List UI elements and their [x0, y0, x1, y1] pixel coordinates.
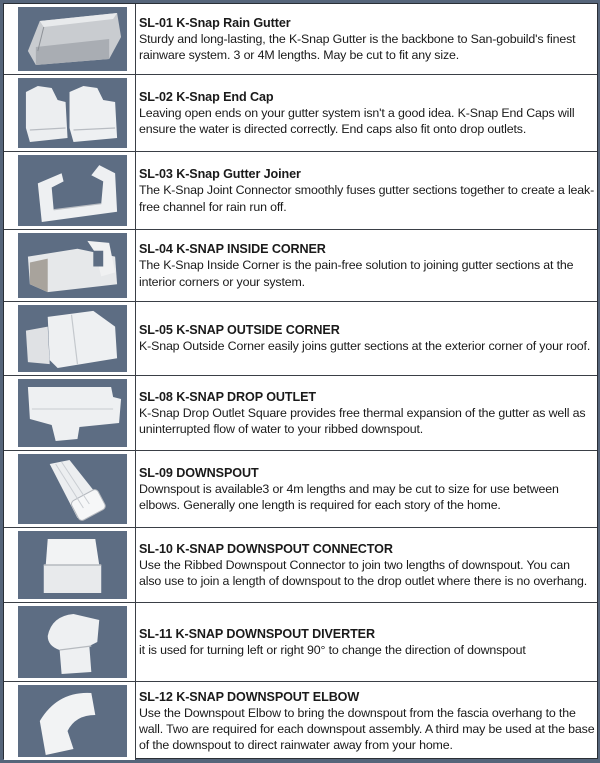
gutter-joiner-image [18, 155, 127, 226]
product-image-cell [4, 682, 136, 760]
product-row-sl-04 [4, 229, 597, 301]
product-description: Use the Ribbed Downspout Connector to join two lengths of downspout. You can also use to join a length of downspout to the drop outlet where there is no overhang. [139, 557, 588, 588]
product-title: SL-11 K-SNAP DOWNSPOUT DIVERTER [139, 626, 375, 641]
product-row-sl-12 [4, 681, 597, 760]
product-row-sl-09 [4, 450, 597, 527]
product-description: Sturdy and long-lasting, the K-Snap Gutter is the backbone to San-gobuild's finest rainware system. 3 or 4M lengths. May be cut to fit any size. [139, 31, 576, 62]
product-title: SL-04 K-SNAP INSIDE CORNER [139, 242, 326, 257]
product-description: K-Snap Outside Corner easily joins gutter sections at the exterior corner of your roof. [139, 339, 591, 354]
product-title: SL-12 K-SNAP DOWNSPOUT ELBOW [139, 689, 360, 704]
product-text-cell [136, 152, 597, 229]
product-row-sl-10 [4, 527, 597, 602]
product-text-cell [136, 230, 597, 301]
product-image-cell [4, 4, 136, 74]
product-image-cell [4, 75, 136, 151]
product-description: Downspout is available3 or 4m lengths and may be cut to size for use between elbows. Generally one length is required for each story of the home. [139, 481, 559, 512]
product-title: SL-09 DOWNSPOUT [139, 465, 259, 480]
product-text-cell [136, 682, 597, 760]
product-image-cell [4, 603, 136, 681]
rain-gutter-image [18, 7, 127, 71]
product-title: SL-03 K-Snap Gutter Joiner [139, 167, 301, 182]
product-row-sl-02 [4, 74, 597, 151]
downspout-elbow-image [18, 685, 127, 757]
product-text-cell [136, 603, 597, 681]
product-image-cell [4, 528, 136, 602]
product-catalog-table [3, 3, 598, 759]
product-text-cell [136, 376, 597, 450]
product-description: K-Snap Drop Outlet Square provides free thermal expansion of the gutter as well as uninterrupted flow of water to your ribbed downspout. [139, 405, 586, 436]
downspout-diverter-image [18, 606, 127, 678]
product-row-sl-03 [4, 151, 597, 229]
product-description: it is used for turning left or right 90° to change the direction of downspout [139, 642, 526, 657]
product-text-cell [136, 75, 597, 151]
drop-outlet-image [18, 379, 127, 447]
product-row-sl-08 [4, 375, 597, 450]
product-text-cell [136, 4, 597, 74]
product-title: SL-01 K-Snap Rain Gutter [139, 15, 291, 30]
product-image-cell [4, 451, 136, 527]
end-cap-image [18, 78, 127, 148]
product-image-cell [4, 152, 136, 229]
product-title: SL-08 K-SNAP DROP OUTLET [139, 389, 316, 404]
product-row-sl-11 [4, 602, 597, 681]
product-row-sl-01 [4, 4, 597, 74]
product-title: SL-02 K-Snap End Cap [139, 89, 274, 104]
product-image-cell [4, 230, 136, 301]
product-description: The K-Snap Joint Connector smoothly fuses gutter sections together to create a leak-free channel for rain run off. [139, 183, 595, 214]
product-description: Use the Downspout Elbow to bring the downspout from the fascia overhang to the wall. Two are required for each downspout assembly. A third may be used at the base of the downspout to direct rainwater away from your home. [139, 705, 595, 753]
outside-corner-image [18, 305, 127, 372]
product-image-cell [4, 302, 136, 375]
downspout-connector-image [18, 531, 127, 599]
product-text-cell [136, 451, 597, 527]
product-text-cell [136, 528, 597, 602]
downspout-image [18, 454, 127, 524]
product-description: Leaving open ends on your gutter system isn't a good idea. K-Snap End Caps will ensure the water is directed correctly. End caps also fit onto drop outlets. [139, 105, 575, 136]
product-title: SL-05 K-SNAP OUTSIDE CORNER [139, 323, 340, 338]
product-image-cell [4, 376, 136, 450]
product-title: SL-10 K-SNAP DOWNSPOUT CONNECTOR [139, 541, 393, 556]
product-text-cell [136, 302, 597, 375]
product-row-sl-05 [4, 301, 597, 375]
product-description: The K-Snap Inside Corner is the pain-free solution to joining gutter sections at the interior corners or your system. [139, 258, 574, 289]
inside-corner-image [18, 233, 127, 298]
